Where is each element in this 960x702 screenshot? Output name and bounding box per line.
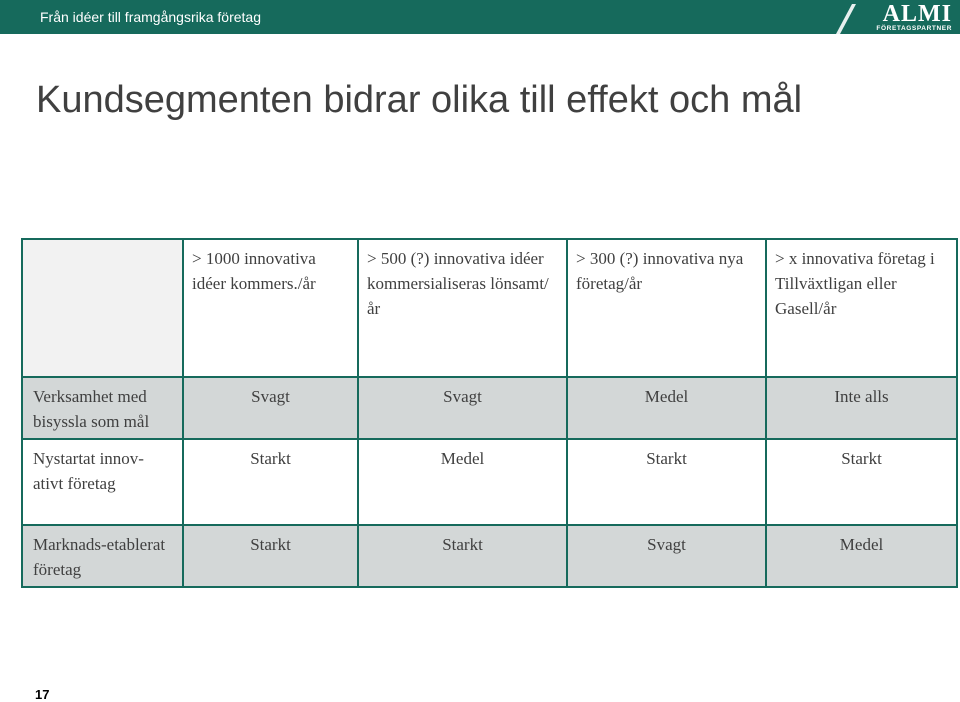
- top-banner: [0, 0, 960, 34]
- row-label: Marknads-etablerat företag: [23, 526, 182, 586]
- table-cell: Medel: [568, 378, 765, 438]
- table-cell: Svagt: [184, 378, 357, 438]
- table-cell: Starkt: [184, 526, 357, 586]
- table-cell: Starkt: [767, 440, 956, 524]
- table-cell: Starkt: [568, 440, 765, 524]
- page-title: Kundsegmenten bidrar olika till effekt och mål: [36, 79, 803, 121]
- logo-wordmark: ALMI: [882, 1, 952, 27]
- table-corner-cell: [23, 240, 182, 376]
- column-header: > 500 (?) innovativa idéer kommersialiseras lönsamt/år: [359, 240, 566, 376]
- table-cell: Svagt: [359, 378, 566, 438]
- almi-logo: [830, 0, 960, 40]
- column-header: > x innovativa företag i Tillväxtligan eller Gasell/år: [767, 240, 956, 376]
- table-cell: Medel: [359, 440, 566, 524]
- page-number: 17: [35, 687, 50, 702]
- row-label: Nystartat innov-ativt företag: [23, 440, 182, 524]
- table-cell: Starkt: [184, 440, 357, 524]
- column-header: > 300 (?) innovativa nya företag/år: [568, 240, 765, 376]
- table-cell: Starkt: [359, 526, 566, 586]
- banner-subtitle: Från idéer till framgångsrika företag: [40, 9, 261, 25]
- logo-tagline: FÖRETAGSPARTNER: [876, 25, 952, 32]
- row-label: Verksamhet med bisyssla som mål: [23, 378, 182, 438]
- table-cell: Medel: [767, 526, 956, 586]
- table-cell: Svagt: [568, 526, 765, 586]
- segment-table: [21, 238, 958, 588]
- table-cell: Inte alls: [767, 378, 956, 438]
- column-header: > 1000 innovativa idéer kommers./år: [184, 240, 357, 376]
